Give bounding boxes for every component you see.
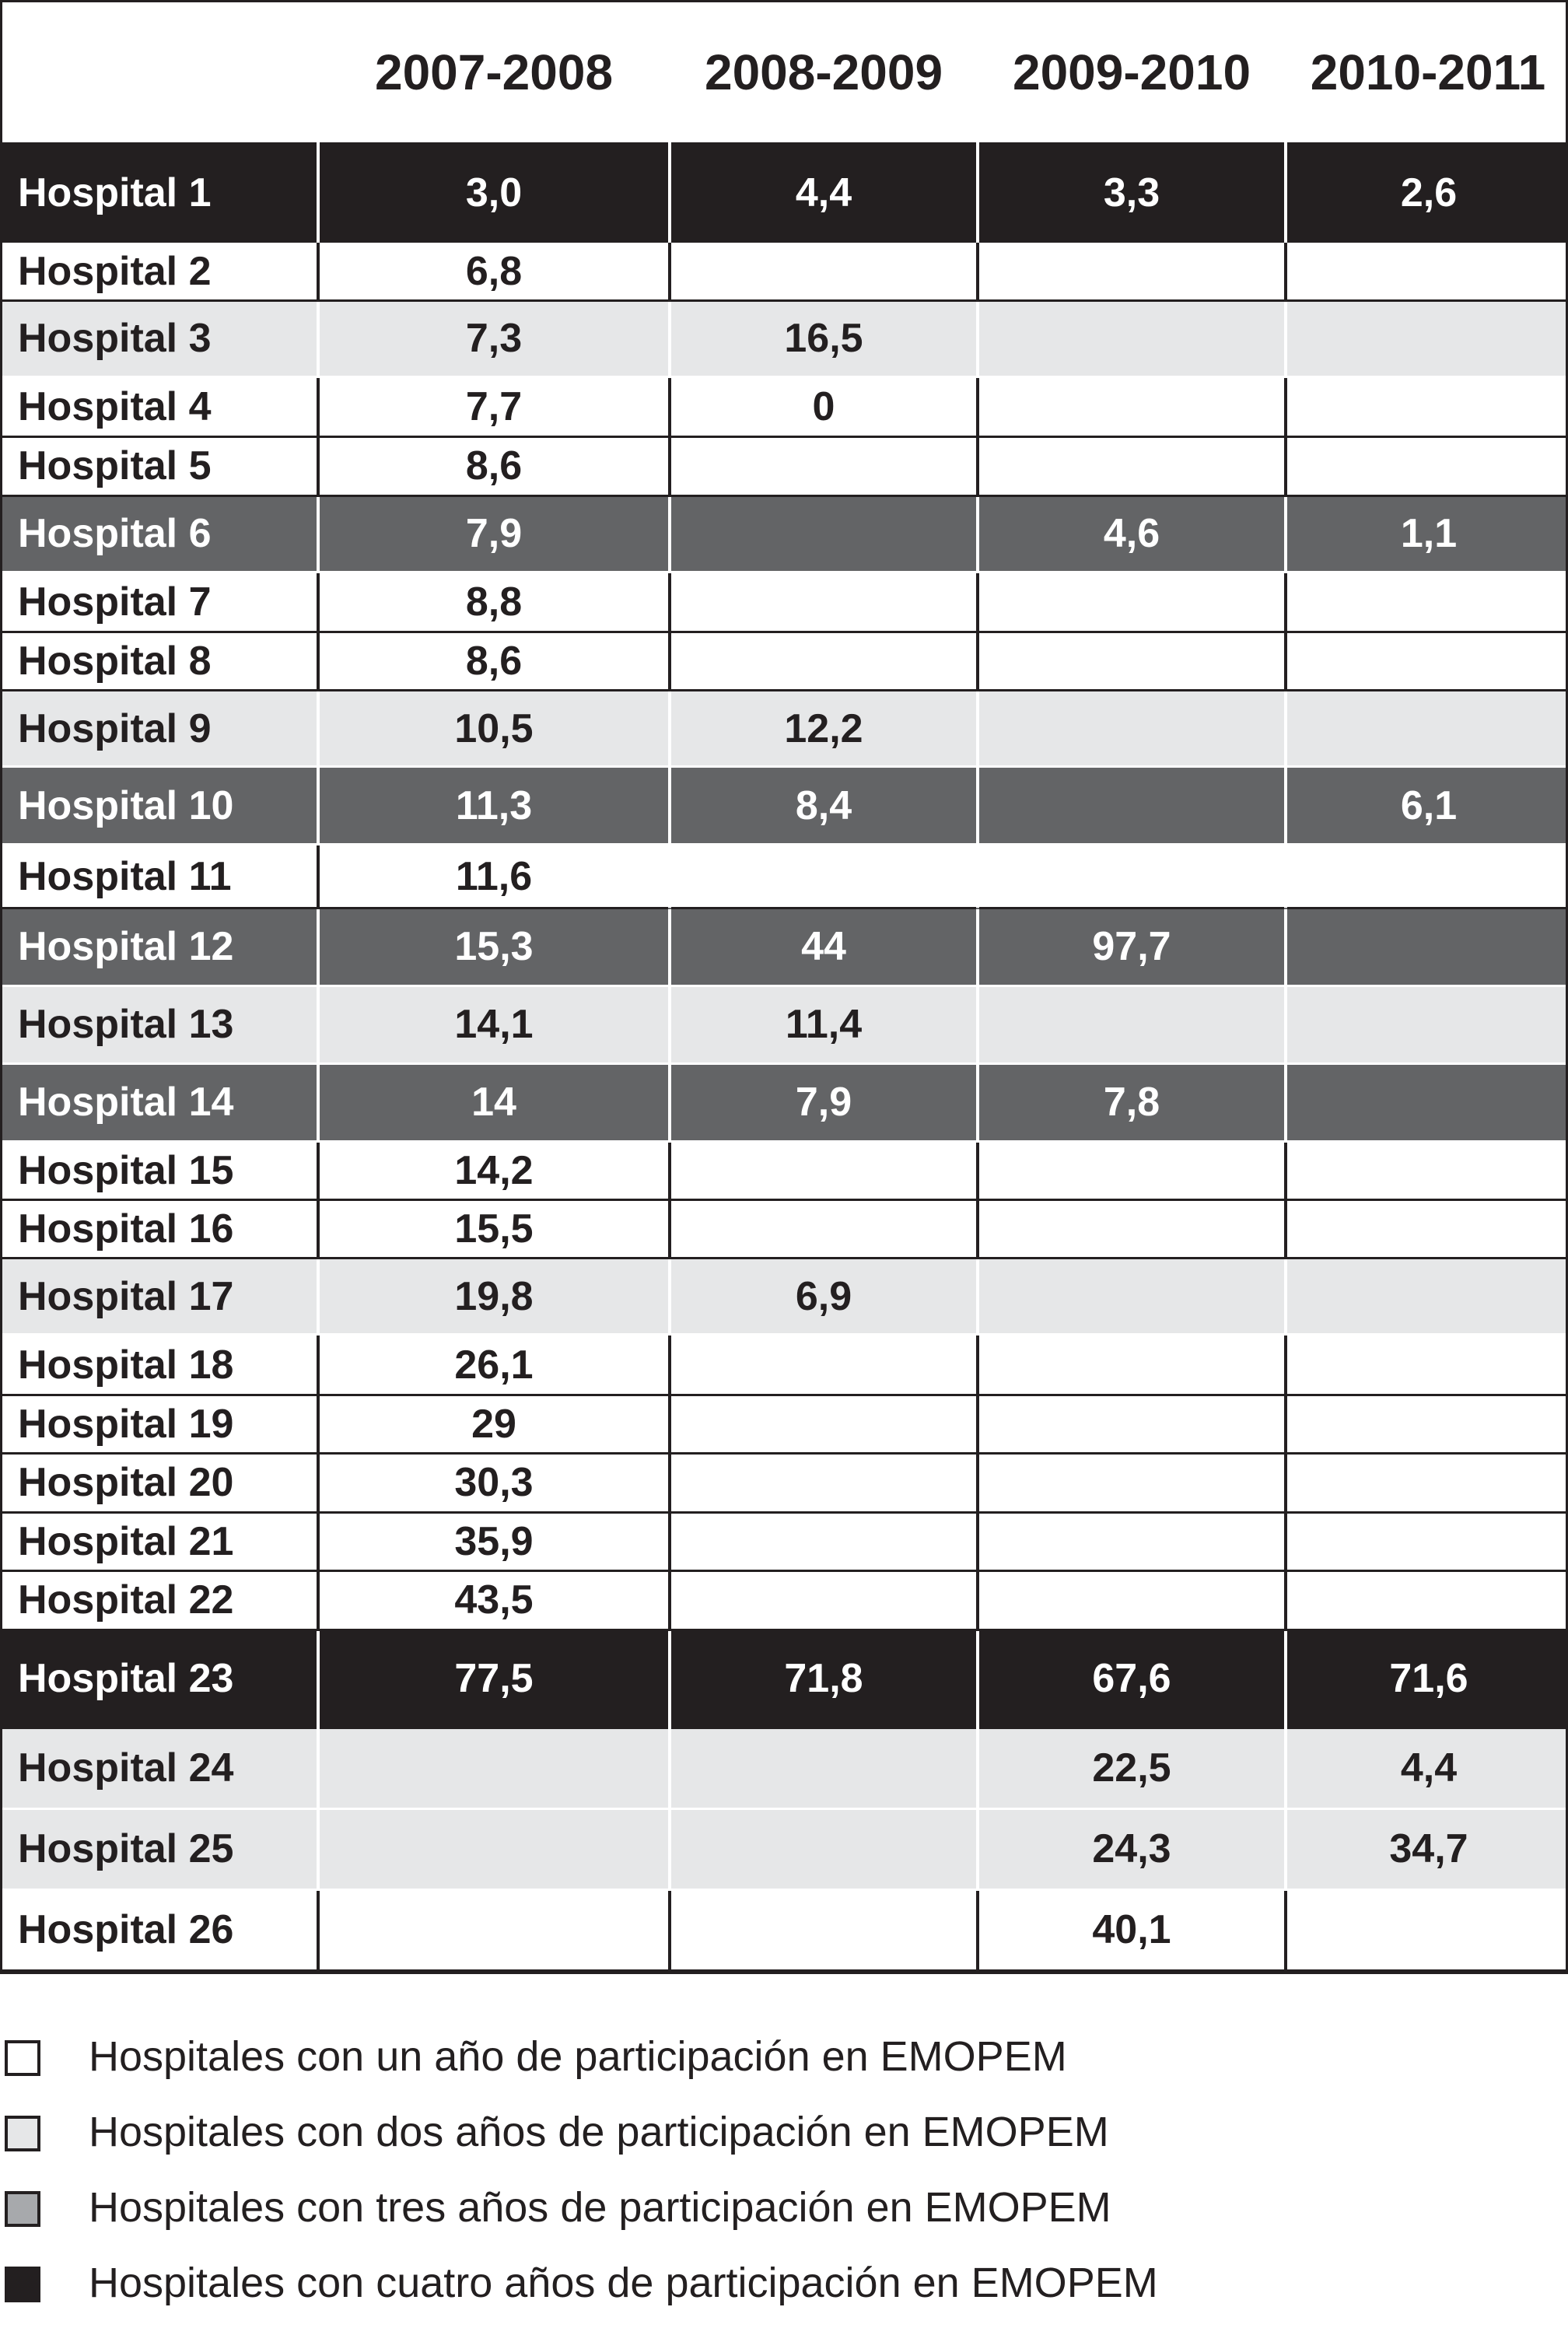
table-row	[2, 495, 1568, 572]
header-blank	[2, 2, 318, 144]
hospital-name: Hospital 15	[2, 1141, 318, 1199]
value-cell-2009-2010	[978, 1395, 1286, 1453]
hospital-name: Hospital 25	[2, 1808, 318, 1889]
value-cell-2009-2010	[978, 1141, 1286, 1199]
value-cell-2009-2010: 40,1	[978, 1889, 1286, 1970]
legend-swatch	[5, 2116, 40, 2151]
value-cell-2007-2008: 14	[318, 1063, 670, 1141]
table-row	[2, 1259, 1568, 1335]
value-cell-2010-2011: 6,1	[1286, 767, 1568, 845]
value-cell-2007-2008	[318, 1728, 670, 1808]
value-cell-2008-2009: 71,8	[670, 1630, 978, 1728]
value-cell-2008-2009: 0	[670, 376, 978, 436]
table-row	[2, 437, 1568, 495]
value-cell-2010-2011	[1286, 1889, 1568, 1970]
value-cell-2008-2009	[670, 1571, 978, 1630]
table-row	[2, 1454, 1568, 1512]
hospital-name: Hospital 2	[2, 242, 318, 300]
hospital-name: Hospital 7	[2, 572, 318, 632]
value-cell-2008-2009	[670, 1141, 978, 1199]
value-cell-2008-2009	[670, 1454, 978, 1512]
hospital-name: Hospital 18	[2, 1335, 318, 1395]
hospital-name: Hospital 26	[2, 1889, 318, 1970]
value-cell-2007-2008: 7,9	[318, 495, 670, 572]
hospital-name: Hospital 16	[2, 1199, 318, 1258]
value-cell-2008-2009: 11,4	[670, 985, 978, 1063]
value-cell-2010-2011	[1286, 1335, 1568, 1395]
table-row	[2, 908, 1568, 985]
value-cell-2010-2011	[1286, 1063, 1568, 1141]
value-cell-2008-2009	[670, 495, 978, 572]
value-cell-2008-2009	[670, 1889, 978, 1970]
table-row	[2, 242, 1568, 300]
value-cell-2009-2010: 3,3	[978, 144, 1286, 242]
value-cell-2008-2009: 44	[670, 908, 978, 985]
value-cell-2009-2010: 4,6	[978, 495, 1286, 572]
legend-label: Hospitales con un año de participación en EMOPEM	[89, 2033, 1067, 2080]
hospital-name: Hospital 20	[2, 1454, 318, 1512]
legend-item	[0, 2177, 1568, 2253]
table-row	[2, 376, 1568, 436]
value-cell-2008-2009	[670, 845, 978, 908]
value-cell-2009-2010	[978, 1199, 1286, 1258]
value-cell-2008-2009: 6,9	[670, 1259, 978, 1335]
value-cell-2010-2011	[1286, 1141, 1568, 1199]
legend-swatch	[5, 2040, 40, 2076]
legend-item	[0, 2102, 1568, 2177]
table-row	[2, 572, 1568, 632]
value-cell-2010-2011: 1,1	[1286, 495, 1568, 572]
value-cell-2007-2008: 6,8	[318, 242, 670, 300]
hospital-name: Hospital 14	[2, 1063, 318, 1141]
value-cell-2007-2008: 35,9	[318, 1512, 670, 1570]
header-2009-2010: 2009-2010	[978, 2, 1286, 144]
hospital-name: Hospital 23	[2, 1630, 318, 1728]
value-cell-2010-2011	[1286, 632, 1568, 691]
value-cell-2010-2011	[1286, 376, 1568, 436]
value-cell-2010-2011	[1286, 1199, 1568, 1258]
value-cell-2010-2011: 4,4	[1286, 1728, 1568, 1808]
value-cell-2009-2010: 67,6	[978, 1630, 1286, 1728]
legend-label: Hospitales con tres años de participación en EMOPEM	[89, 2184, 1111, 2231]
value-cell-2010-2011: 2,6	[1286, 144, 1568, 242]
header-2007-2008: 2007-2008	[318, 2, 670, 144]
value-cell-2009-2010: 97,7	[978, 908, 1286, 985]
legend-label: Hospitales con dos años de participación en EMOPEM	[89, 2109, 1109, 2155]
value-cell-2008-2009: 8,4	[670, 767, 978, 845]
value-cell-2007-2008: 3,0	[318, 144, 670, 242]
value-cell-2007-2008: 14,1	[318, 985, 670, 1063]
value-cell-2007-2008: 29	[318, 1395, 670, 1453]
hospital-name: Hospital 5	[2, 437, 318, 495]
hospital-name: Hospital 17	[2, 1259, 318, 1335]
table-row	[2, 144, 1568, 242]
value-cell-2010-2011	[1286, 1395, 1568, 1453]
value-cell-2007-2008: 11,6	[318, 845, 670, 908]
value-cell-2010-2011	[1286, 1571, 1568, 1630]
value-cell-2009-2010	[978, 572, 1286, 632]
value-cell-2010-2011	[1286, 985, 1568, 1063]
value-cell-2008-2009	[670, 1335, 978, 1395]
legend-item	[0, 2026, 1568, 2102]
value-cell-2008-2009	[670, 437, 978, 495]
table-row	[2, 845, 1568, 908]
header-row	[2, 2, 1568, 144]
value-cell-2007-2008: 15,5	[318, 1199, 670, 1258]
value-cell-2007-2008: 43,5	[318, 1571, 670, 1630]
legend-label: Hospitales con cuatro años de participación en EMOPEM	[89, 2260, 1158, 2306]
header-2008-2009: 2008-2009	[670, 2, 978, 144]
value-cell-2009-2010	[978, 1335, 1286, 1395]
value-cell-2007-2008: 8,8	[318, 572, 670, 632]
hospital-name: Hospital 21	[2, 1512, 318, 1570]
value-cell-2009-2010	[978, 242, 1286, 300]
value-cell-2007-2008: 77,5	[318, 1630, 670, 1728]
value-cell-2009-2010: 22,5	[978, 1728, 1286, 1808]
value-cell-2009-2010	[978, 1454, 1286, 1512]
value-cell-2009-2010	[978, 376, 1286, 436]
hospital-name: Hospital 12	[2, 908, 318, 985]
table-row	[2, 985, 1568, 1063]
value-cell-2010-2011	[1286, 242, 1568, 300]
value-cell-2008-2009: 7,9	[670, 1063, 978, 1141]
value-cell-2009-2010	[978, 691, 1286, 767]
value-cell-2008-2009: 16,5	[670, 300, 978, 376]
value-cell-2007-2008: 14,2	[318, 1141, 670, 1199]
table-row	[2, 1335, 1568, 1395]
hospital-name: Hospital 24	[2, 1728, 318, 1808]
hospital-name: Hospital 10	[2, 767, 318, 845]
value-cell-2007-2008: 26,1	[318, 1335, 670, 1395]
table-row	[2, 767, 1568, 845]
value-cell-2010-2011	[1286, 300, 1568, 376]
value-cell-2010-2011	[1286, 572, 1568, 632]
value-cell-2007-2008: 30,3	[318, 1454, 670, 1512]
value-cell-2010-2011	[1286, 691, 1568, 767]
value-cell-2009-2010	[978, 845, 1286, 908]
value-cell-2008-2009	[670, 1199, 978, 1258]
table-row	[2, 1889, 1568, 1970]
hospital-name: Hospital 3	[2, 300, 318, 376]
value-cell-2007-2008: 11,3	[318, 767, 670, 845]
value-cell-2008-2009	[670, 572, 978, 632]
table-row	[2, 1199, 1568, 1258]
hospital-name: Hospital 22	[2, 1571, 318, 1630]
legend-swatch	[5, 2267, 40, 2302]
value-cell-2009-2010: 24,3	[978, 1808, 1286, 1889]
table-row	[2, 1571, 1568, 1630]
value-cell-2009-2010	[978, 1259, 1286, 1335]
value-cell-2007-2008: 7,7	[318, 376, 670, 436]
value-cell-2009-2010: 7,8	[978, 1063, 1286, 1141]
table-row	[2, 1063, 1568, 1141]
value-cell-2009-2010	[978, 985, 1286, 1063]
hospital-name: Hospital 4	[2, 376, 318, 436]
hospital-name: Hospital 19	[2, 1395, 318, 1453]
value-cell-2010-2011	[1286, 437, 1568, 495]
table-row	[2, 1728, 1568, 1808]
value-cell-2009-2010	[978, 1512, 1286, 1570]
legend-swatch	[5, 2191, 40, 2227]
hospital-name: Hospital 13	[2, 985, 318, 1063]
value-cell-2009-2010	[978, 632, 1286, 691]
value-cell-2007-2008: 8,6	[318, 632, 670, 691]
value-cell-2009-2010	[978, 1571, 1286, 1630]
value-cell-2008-2009	[670, 632, 978, 691]
value-cell-2010-2011	[1286, 1454, 1568, 1512]
table-row	[2, 1808, 1568, 1889]
hospital-name: Hospital 6	[2, 495, 318, 572]
value-cell-2008-2009: 12,2	[670, 691, 978, 767]
table-row	[2, 691, 1568, 767]
value-cell-2010-2011	[1286, 908, 1568, 985]
value-cell-2008-2009: 4,4	[670, 144, 978, 242]
value-cell-2009-2010	[978, 767, 1286, 845]
legend	[0, 2026, 1568, 2328]
value-cell-2010-2011	[1286, 845, 1568, 908]
value-cell-2007-2008: 7,3	[318, 300, 670, 376]
hospital-name: Hospital 11	[2, 845, 318, 908]
value-cell-2008-2009	[670, 242, 978, 300]
header-2010-2011: 2010-2011	[1286, 2, 1568, 144]
value-cell-2007-2008: 15,3	[318, 908, 670, 985]
hospital-name: Hospital 1	[2, 144, 318, 242]
hospital-name: Hospital 9	[2, 691, 318, 767]
hospital-data-table	[2, 2, 1568, 1972]
value-cell-2010-2011: 71,6	[1286, 1630, 1568, 1728]
value-cell-2008-2009	[670, 1512, 978, 1570]
value-cell-2007-2008: 10,5	[318, 691, 670, 767]
table-row	[2, 1395, 1568, 1453]
value-cell-2010-2011	[1286, 1512, 1568, 1570]
table-row	[2, 1141, 1568, 1199]
value-cell-2010-2011: 34,7	[1286, 1808, 1568, 1889]
table-row	[2, 632, 1568, 691]
hospital-name: Hospital 8	[2, 632, 318, 691]
table-row	[2, 1630, 1568, 1728]
value-cell-2007-2008: 19,8	[318, 1259, 670, 1335]
value-cell-2007-2008	[318, 1889, 670, 1970]
value-cell-2008-2009	[670, 1728, 978, 1808]
legend-item	[0, 2253, 1568, 2328]
value-cell-2007-2008: 8,6	[318, 437, 670, 495]
value-cell-2007-2008	[318, 1808, 670, 1889]
value-cell-2010-2011	[1286, 1259, 1568, 1335]
value-cell-2009-2010	[978, 437, 1286, 495]
value-cell-2008-2009	[670, 1395, 978, 1453]
table-row	[2, 1512, 1568, 1570]
table-body	[2, 144, 1568, 1971]
table-row	[2, 300, 1568, 376]
value-cell-2009-2010	[978, 300, 1286, 376]
value-cell-2008-2009	[670, 1808, 978, 1889]
